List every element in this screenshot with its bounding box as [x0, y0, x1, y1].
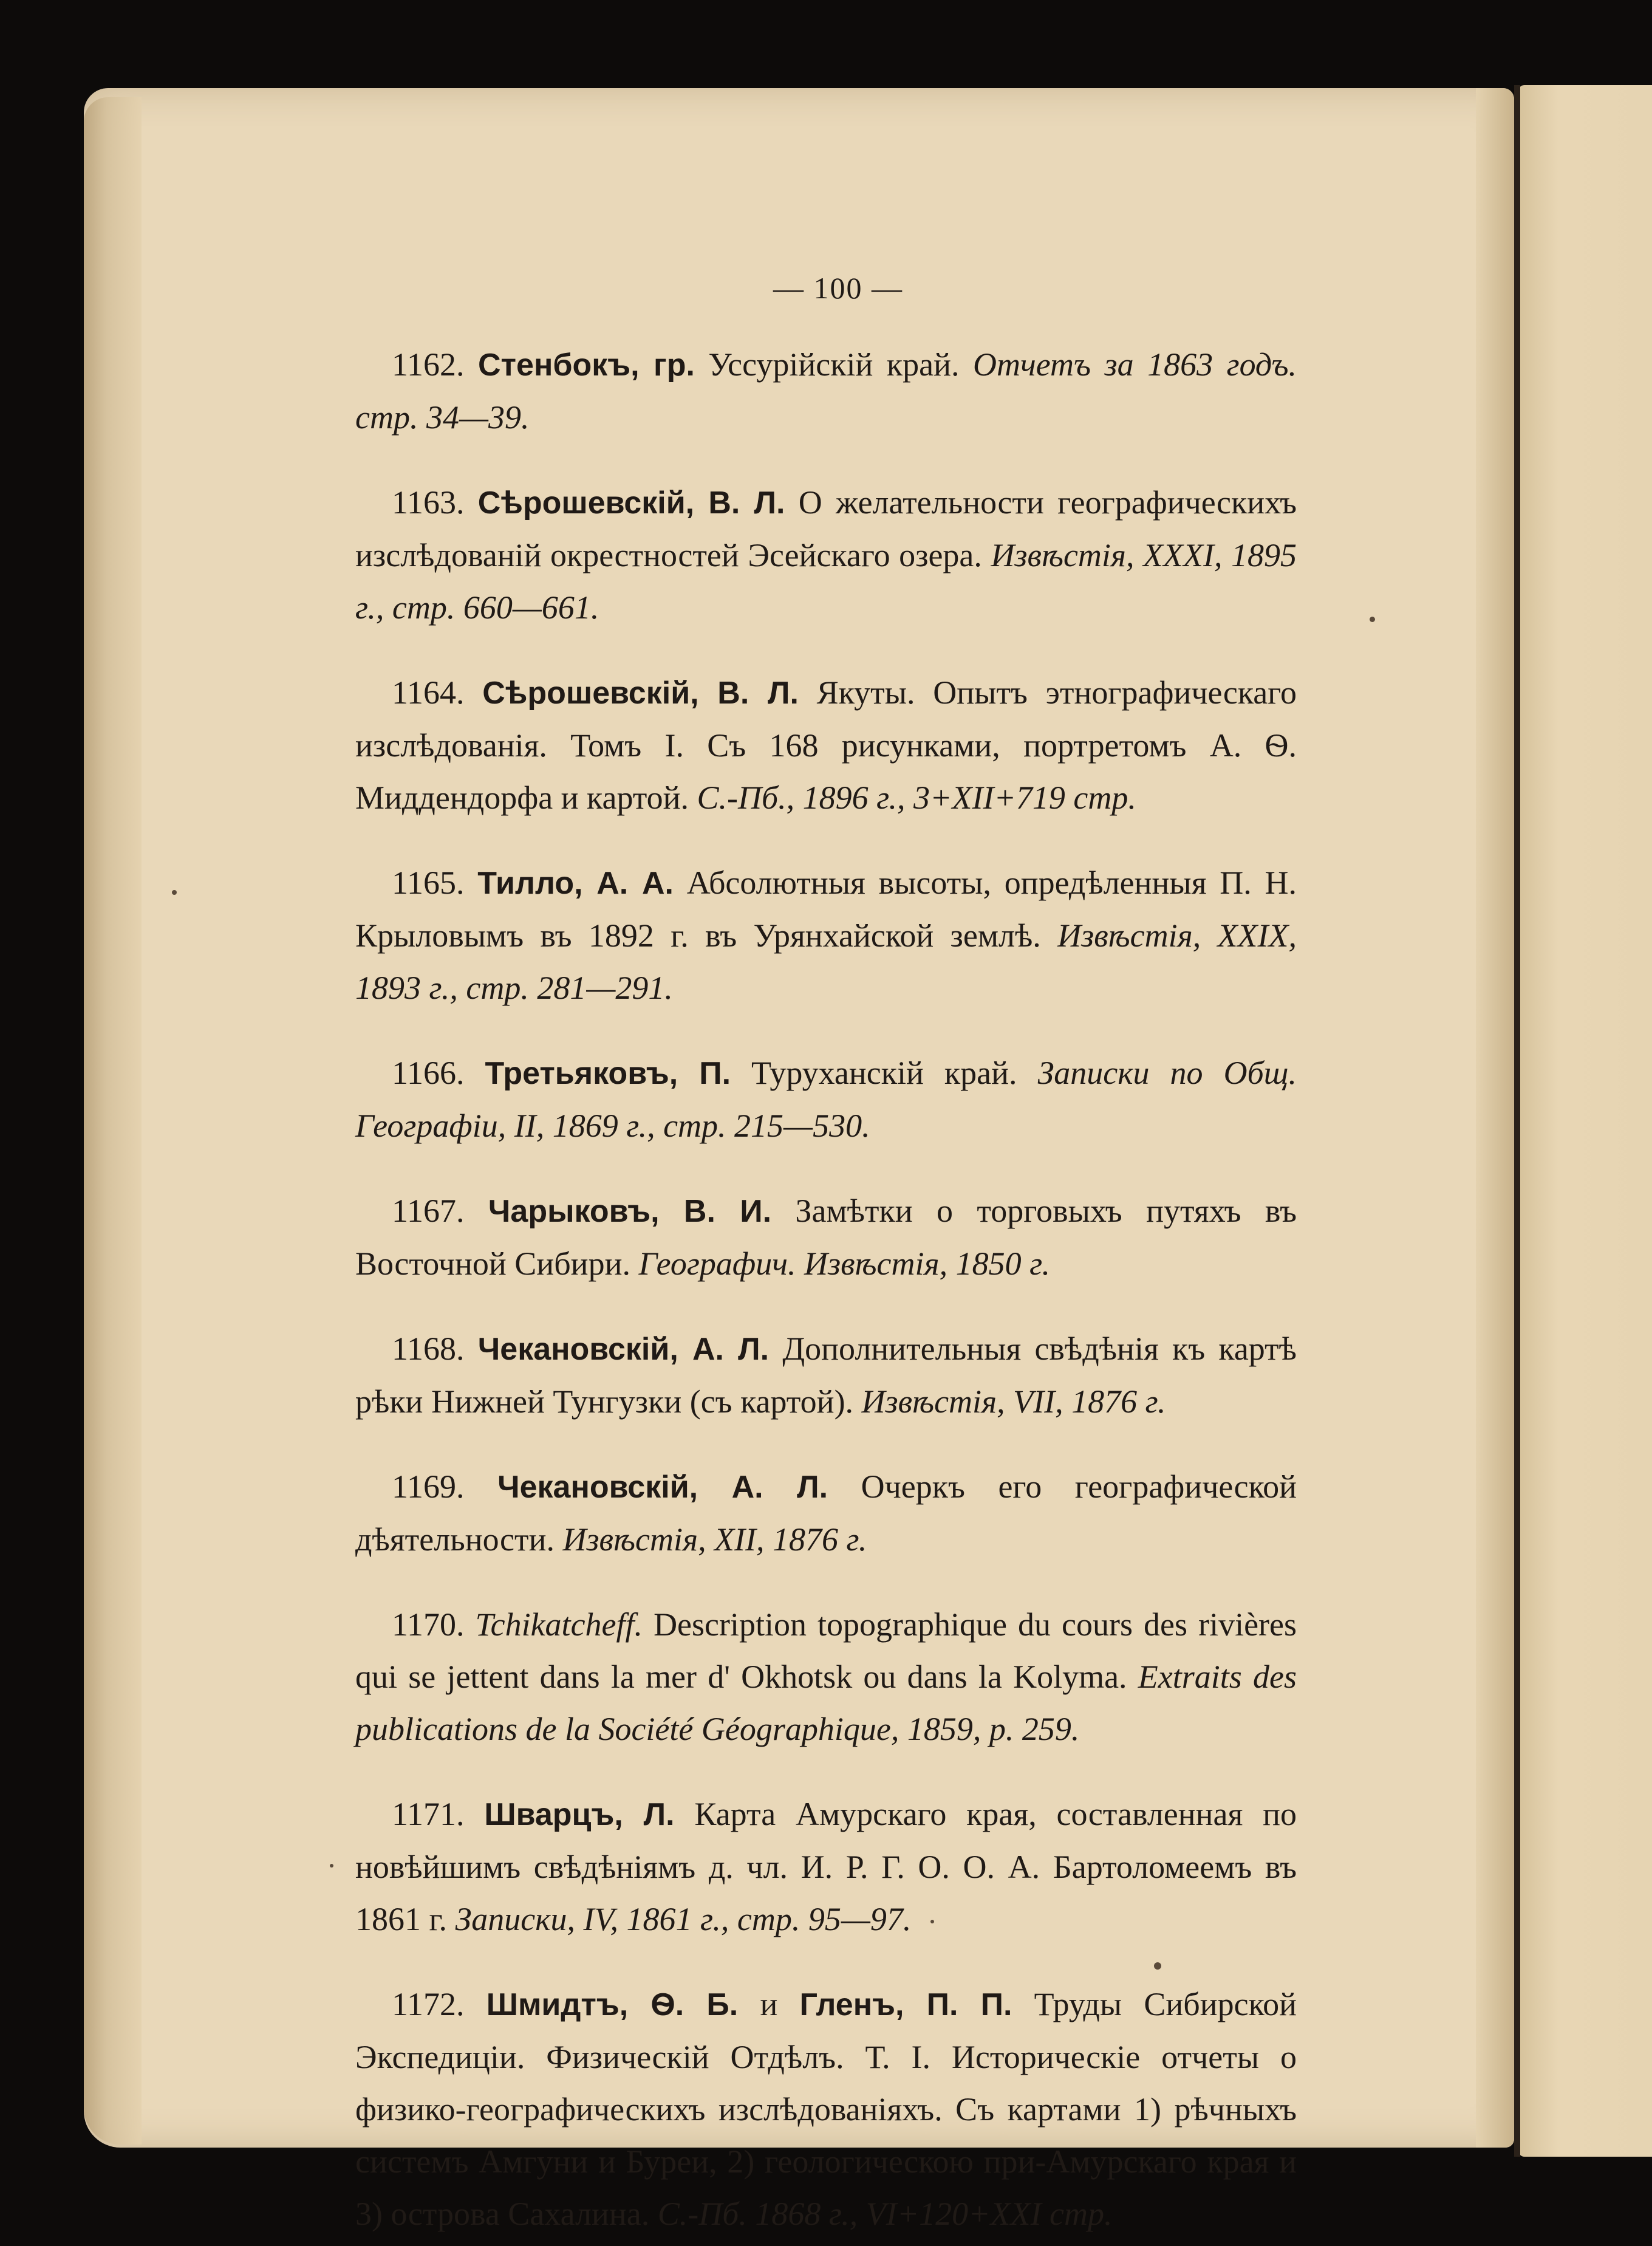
entry-author: Шварцъ, Л. — [484, 1797, 675, 1832]
entry-number: 1167. — [392, 1193, 465, 1229]
entry-source: Географич. Извѣстiя, 1850 г. — [638, 1245, 1050, 1282]
bibliography-entry-1164 — [355, 666, 1297, 824]
page-edge-left — [84, 97, 142, 2145]
entry-source: Отчетъ за 1863 годъ. стр. 34—39. — [355, 346, 1297, 436]
entry-author-second: Гленъ, П. П. — [799, 1987, 1012, 2022]
book-gutter — [1514, 85, 1520, 2157]
entry-author: Чекановскiй, А. Л. — [497, 1470, 828, 1505]
entry-number: 1164. — [392, 674, 465, 711]
bibliography-entry-1166 — [355, 1047, 1297, 1152]
entry-number: 1169. — [392, 1468, 465, 1505]
bibliography-entry-1170 — [355, 1598, 1297, 1755]
entry-title: Description topographique du cours des rivières qui se jettent dans la mer d' Okhotsk ou dans la Kolyma. — [355, 1606, 1297, 1695]
entry-title: Карта Амурскаго края, составленная по новѣйшимъ свѣдѣнiямъ д. чл. И. Р. Г. О. О. А. Бартоломеемъ въ 1861 г. — [355, 1796, 1297, 1937]
entry-title: Туруханскiй край. — [751, 1055, 1017, 1091]
entry-author: Стенбокъ, гр. — [478, 348, 695, 383]
entry-author: Tchikatcheff. — [475, 1606, 643, 1643]
entry-number: 1165. — [392, 865, 465, 901]
entry-source: Записки по Общ. Географiи, II, 1869 г., стр. 215—530. — [355, 1055, 1297, 1144]
entry-source: Извѣстiя, XII, 1876 г. — [562, 1521, 867, 1558]
entry-number: 1168. — [392, 1330, 465, 1367]
entry-author: Шмидтъ, Ѳ. Б. — [486, 1987, 739, 2022]
next-page-edge — [1518, 85, 1652, 2157]
entry-source: Записки, IV, 1861 г., стр. 95—97. — [455, 1901, 912, 1937]
page-number: — 100 — — [773, 271, 903, 305]
entry-title: Абсолютныя высоты, опредѣленныя П. Н. Крыловымъ въ 1892 г. въ Урянхайской землѣ. — [355, 865, 1297, 954]
page-edge-right — [1476, 88, 1514, 2148]
entry-author: Чекановскiй, А. Л. — [477, 1332, 770, 1367]
entry-author: Чарыковъ, В. И. — [488, 1194, 772, 1229]
entry-source: Extraits des publications de la Société Géographique, 1859, p. 259. — [355, 1659, 1297, 1747]
entry-title: Дополнительныя свѣдѣнiя къ картѣ рѣки Нижней Тунгузки (съ картой). — [355, 1330, 1297, 1420]
entry-author: Сѣрошевскiй, В. Л. — [482, 676, 799, 711]
entry-source: С.-Пб., 1896 г., 3+XII+719 стр. — [697, 779, 1136, 816]
entry-number: 1170. — [392, 1606, 465, 1643]
entry-author: Тилло, А. А. — [477, 866, 674, 901]
entry-title: Якуты. Опытъ этнографическаго изслѣдованiя. Томъ I. Съ 168 рисунками, портретомъ А. Ѳ. Миддендорфа и картой. — [355, 674, 1297, 816]
bibliography-entry-1163 — [355, 476, 1297, 634]
entry-number: 1172. — [392, 1986, 465, 2022]
entry-title: О желательности географическихъ изслѣдованiй окрестностей Эсейскаго озера. — [355, 484, 1297, 573]
entry-number: 1166. — [392, 1055, 465, 1091]
bibliography-entry-1168 — [355, 1323, 1297, 1428]
entry-author: Третьяковъ, П. — [485, 1056, 731, 1091]
entry-source: С.-Пб. 1868 г., VI+120+XXI стр. — [657, 2196, 1113, 2232]
page-text — [355, 270, 1297, 2246]
entry-title: Уссурiйскiй край. — [708, 346, 960, 383]
bibliography-entry-1167 — [355, 1185, 1297, 1290]
bibliography-entry-1165 — [355, 857, 1297, 1014]
entry-title: Очеркъ его географической дѣятельности. — [355, 1468, 1297, 1558]
ink-speck — [330, 1864, 333, 1868]
ink-speck — [1370, 617, 1375, 622]
entry-author: Сѣрошевскiй, В. Л. — [477, 485, 785, 521]
entry-number: 1163. — [392, 484, 465, 521]
entry-number: 1162. — [392, 346, 465, 383]
entry-title: Замѣтки о торговыхъ путяхъ въ Восточной Сибири. — [355, 1193, 1297, 1282]
ink-speck — [172, 890, 177, 895]
bibliography-entry-1171 — [355, 1788, 1297, 1945]
bibliography-entry-1169 — [355, 1460, 1297, 1566]
entry-title: Труды Сибирской Экспедицiи. Физическiй Отдѣлъ. Т. I. Историческiе отчеты о физико-географическихъ изслѣдованiяхъ. Съ картами 1) рѣчныхъ системъ Амгуни и Буреи, 2) геологическою при-Амурскаго края и 3) острова Сахалина. — [355, 1986, 1297, 2232]
entry-source: Извѣстiя, XXIX, 1893 г., стр. 281—291. — [355, 917, 1297, 1006]
entry-number: 1171. — [392, 1796, 465, 1832]
entry-conjunction: и — [760, 1986, 778, 2022]
entry-source: Извѣстiя, XXXI, 1895 г., стр. 660—661. — [355, 537, 1297, 626]
entry-source: Извѣстiя, VII, 1876 г. — [861, 1383, 1166, 1420]
bibliography-entry-1172 — [355, 1978, 1297, 2240]
bibliography-entry-1162 — [355, 338, 1297, 443]
